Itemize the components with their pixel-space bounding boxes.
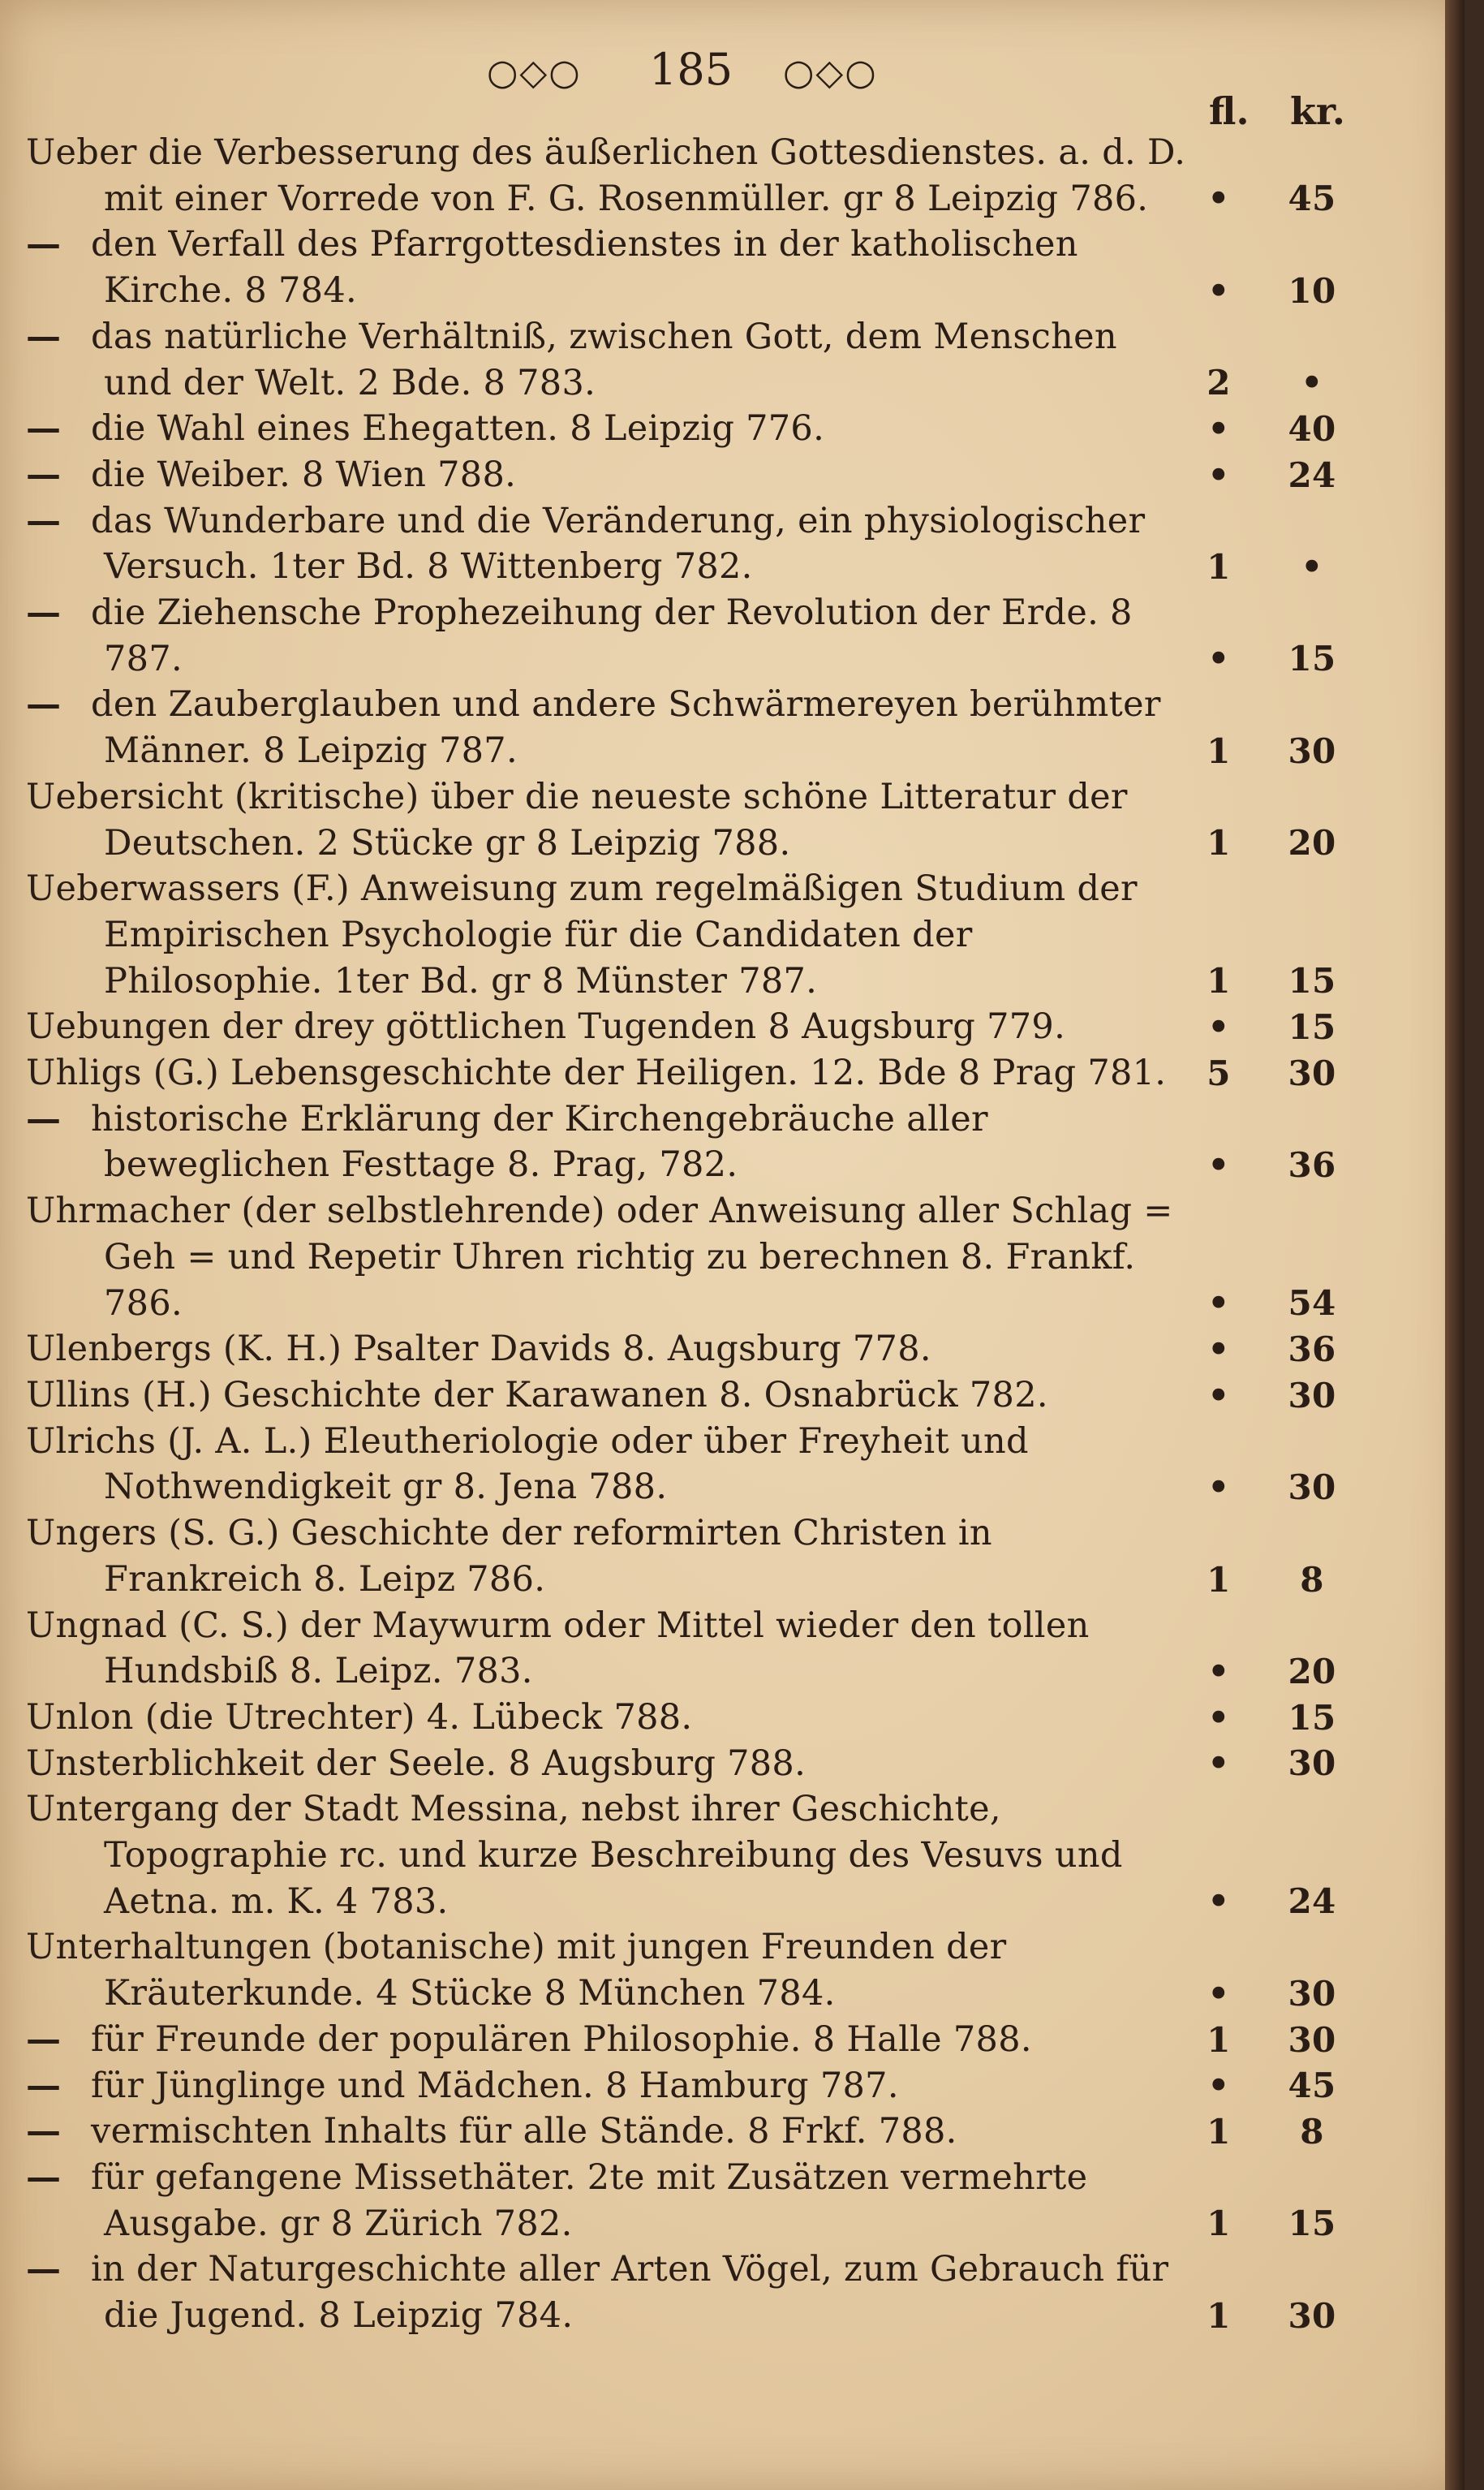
price-fl: 1 [1207, 961, 1231, 1002]
entry-title: vermischten Inhalts für alle Stände. 8 Frkf. 788. [91, 2111, 957, 2152]
price-kr: 45 [1288, 179, 1336, 219]
entry-title: Ulenbergs (K. H.) Psalter Davids 8. Augsburg 778. [26, 1329, 931, 1370]
entry-title: die Wahl eines Ehegatten. 8 Leipzig 776. [91, 408, 825, 450]
price-fl: 5 [1207, 1053, 1231, 1093]
ornament-right: ○◇○ [783, 52, 878, 93]
price-kr: 15 [1288, 1007, 1336, 1048]
ornament-left: ○◇○ [487, 52, 582, 93]
price-fl: • [1207, 270, 1230, 311]
catalog-entry [26, 452, 1389, 498]
price-kr: 8 [1300, 1559, 1324, 1600]
entry-price [1194, 545, 1389, 590]
price-fl: • [1207, 1283, 1230, 1324]
price-kr: 30 [1288, 1743, 1336, 1784]
price-fl: 1 [1207, 2019, 1231, 2060]
price-fl: • [1207, 1145, 1230, 1186]
price-kr: 15 [1288, 961, 1336, 1002]
catalog-entry [26, 1326, 1389, 1372]
page-edge [1445, 0, 1465, 2490]
catalog-entry [26, 2155, 1389, 2247]
entry-price [1194, 1051, 1389, 1096]
entry-price [1194, 1327, 1389, 1372]
entry-price [1194, 636, 1389, 682]
catalog-entry [26, 2063, 1389, 2109]
price-fl: 1 [1207, 730, 1231, 771]
entry-title: für Freunde der populären Philosophie. 8 Halle 788. [91, 2018, 1032, 2060]
price-fl: • [1207, 1697, 1230, 1738]
entry-price [1194, 1281, 1389, 1326]
price-fl: • [1207, 1973, 1230, 2014]
ditto-dash: — [26, 408, 62, 450]
price-fl: • [1207, 408, 1230, 449]
catalog-entry [26, 222, 1389, 313]
catalog-entry [26, 682, 1389, 773]
price-kr: 30 [1288, 2295, 1336, 2336]
price-kr: 15 [1288, 1697, 1336, 1738]
ditto-dash: — [26, 454, 62, 495]
entry-title: Uebersicht (kritische) über die neueste schöne Litteratur der Deutschen. 2 Stücke gr 8 Leipzig 788. [26, 776, 1128, 864]
price-kr: 8 [1300, 2111, 1324, 2152]
price-fl: • [1207, 1743, 1230, 1784]
entry-price [1194, 360, 1389, 406]
price-fl: • [1207, 1329, 1230, 1369]
catalog-entry [26, 1050, 1389, 1096]
ditto-dash: — [26, 684, 62, 726]
price-fl: • [1207, 1007, 1230, 1048]
catalog-entry [26, 866, 1389, 1004]
entry-title: den Verfall des Pfarrgottesdienstes in der katholischen Kirche. 8 784. [91, 224, 1078, 312]
catalog-entry [26, 314, 1389, 406]
entry-title: historische Erklärung der Kirchengebräuche aller beweglichen Festtage 8. Prag, 782. [91, 1098, 988, 1186]
price-kr: 15 [1288, 639, 1336, 679]
catalog-entry [26, 1603, 1389, 1695]
ditto-dash: — [26, 500, 62, 541]
catalog-entry [26, 1786, 1389, 1924]
entry-price [1194, 821, 1389, 866]
price-fl: • [1207, 1651, 1230, 1691]
entry-price [1194, 1373, 1389, 1419]
entry-price [1194, 2063, 1389, 2109]
price-fl: 1 [1207, 2111, 1231, 2152]
entry-title: für gefangene Missethäter. 2te mit Zusätzen vermehrte Ausgabe. gr 8 Zürich 782. [91, 2156, 1088, 2244]
price-fl: 1 [1207, 2295, 1231, 2336]
entry-price [1194, 1879, 1389, 1924]
catalog-entry [26, 1188, 1389, 1326]
ditto-dash: — [26, 592, 62, 634]
price-kr: 20 [1288, 823, 1336, 864]
entry-price [1194, 1465, 1389, 1510]
column-header-fl: fl. [1209, 89, 1250, 133]
catalog-entry [26, 406, 1389, 452]
price-kr: 30 [1288, 1973, 1336, 2014]
price-fl: • [1207, 1375, 1230, 1415]
column-header-kr: kr. [1290, 89, 1345, 133]
catalog-entry [26, 1924, 1389, 2016]
price-kr: 24 [1288, 1881, 1336, 1922]
entry-title: für Jünglinge und Mädchen. 8 Hamburg 787. [91, 2065, 899, 2106]
entry-title: Ulrichs (J. A. L.) Eleutheriologie oder über Freyheit und Nothwendigkeit gr 8. Jena 788. [26, 1420, 1029, 1508]
catalog-entry [26, 1741, 1389, 1787]
ditto-dash: — [26, 224, 62, 265]
entry-title: in der Naturgeschichte aller Arten Vögel, zum Gebrauch für die Jugend. 8 Leipzig 784. [91, 2249, 1169, 2337]
catalog-entry [26, 1510, 1389, 1602]
price-kr: 30 [1288, 1467, 1336, 1508]
price-fl: 1 [1207, 1559, 1231, 1600]
entry-price [1194, 959, 1389, 1004]
ditto-dash: — [26, 2065, 62, 2106]
price-fl: • [1207, 1467, 1230, 1508]
ditto-dash: — [26, 2111, 62, 2152]
entry-price [1194, 1143, 1389, 1188]
entry-title: Untergang der Stadt Messina, nebst ihrer Geschichte, Topographie rc. und kurze Beschreibung des Vesuvs und Aetna. m. K. 4 783. [26, 1789, 1123, 1922]
price-kr: 30 [1288, 730, 1336, 771]
entry-title: Ueberwassers (F.) Anweisung zum regelmäßigen Studium der Empirischen Psychologie für die Candidaten der Philosophie. 1ter Bd. gr 8 Münster 787. [26, 868, 1138, 1002]
entry-price [1194, 2018, 1389, 2063]
entry-title: Ueber die Verbesserung des äußerlichen Gottesdienstes. a. d. D. mit einer Vorrede von F. G. Rosenmüller. gr 8 Leipzig 786. [26, 132, 1186, 219]
catalog-entry [26, 774, 1389, 866]
entry-title: das Wunderbare und die Veränderung, ein physiologischer Versuch. 1ter Bd. 8 Wittenberg 782. [91, 500, 1146, 588]
catalog-entry [26, 498, 1389, 590]
entry-price [1194, 176, 1389, 222]
entry-price [1194, 2201, 1389, 2247]
price-fl: 2 [1207, 363, 1231, 403]
price-kr: 36 [1288, 1145, 1336, 1186]
price-kr: 20 [1288, 1651, 1336, 1691]
price-kr: • [1301, 547, 1323, 588]
price-fl: 1 [1207, 2204, 1231, 2244]
entry-title: Unlon (die Utrechter) 4. Lübeck 788. [26, 1696, 693, 1738]
price-kr: • [1301, 363, 1323, 403]
entry-price [1194, 729, 1389, 774]
entry-price [1194, 407, 1389, 452]
catalog-entry [26, 2247, 1389, 2338]
page-number: 185 [649, 44, 733, 95]
price-fl: • [1207, 639, 1230, 679]
entry-title: Ungers (S. G.) Geschichte der reformirten Christen in Frankreich 8. Leipz 786. [26, 1513, 992, 1600]
price-fl: • [1207, 179, 1230, 219]
ditto-dash: — [26, 316, 62, 357]
entry-title: Ullins (H.) Geschichte der Karawanen 8. Osnabrück 782. [26, 1374, 1048, 1415]
entry-price [1194, 1649, 1389, 1695]
entry-title: Uhrmacher (der selbstlehrende) oder Anweisung aller Schlag = Geh = und Repetir Uhren richtig zu berechnen 8. Frankf. 786. [26, 1191, 1173, 1324]
entry-title: die Ziehensche Prophezeihung der Revolution der Erde. 8 787. [91, 592, 1133, 679]
catalog-entry [26, 2017, 1389, 2063]
entry-price [1194, 1971, 1389, 2017]
entry-price [1194, 1695, 1389, 1741]
price-kr: 10 [1288, 270, 1336, 311]
catalog-entry [26, 1695, 1389, 1741]
ditto-dash: — [26, 2018, 62, 2060]
entry-title: Uhligs (G.) Lebensgeschichte der Heiligen. 12. Bde 8 Prag 781. [26, 1053, 1167, 1094]
catalog-entry [26, 130, 1389, 222]
catalog-entry [26, 2109, 1389, 2155]
entry-title: den Zauberglauben und andere Schwärmereyen berühmter Männer. 8 Leipzig 787. [91, 684, 1161, 772]
catalog-entry [26, 1419, 1389, 1510]
entry-price [1194, 1005, 1389, 1050]
entry-title: die Weiber. 8 Wien 788. [91, 454, 517, 495]
price-fl: 1 [1207, 823, 1231, 864]
entry-price [1194, 2294, 1389, 2339]
entry-price [1194, 2109, 1389, 2155]
price-kr: 30 [1288, 1053, 1336, 1093]
catalog-entry [26, 1372, 1389, 1419]
price-kr: 30 [1288, 1375, 1336, 1415]
entry-price [1194, 1557, 1389, 1603]
price-fl: • [1207, 454, 1230, 495]
ditto-dash: — [26, 2156, 62, 2198]
price-kr: 36 [1288, 1329, 1336, 1369]
catalog-entries [26, 130, 1389, 2339]
entry-title: Ungnad (C. S.) der Maywurm oder Mittel wieder den tollen Hundsbiß 8. Leipz. 783. [26, 1605, 1090, 1692]
ditto-dash: — [26, 1098, 62, 1139]
price-kr: 45 [1288, 2066, 1336, 2106]
catalog-entry [26, 1096, 1389, 1188]
price-kr: 30 [1288, 2019, 1336, 2060]
entry-price [1194, 1741, 1389, 1786]
entry-price [1194, 269, 1389, 314]
price-kr: 54 [1288, 1283, 1336, 1324]
entry-price [1194, 453, 1389, 498]
entry-title: Uebungen der drey göttlichen Tugenden 8 Augsburg 779. [26, 1006, 1066, 1048]
catalog-entry [26, 590, 1389, 682]
price-kr: 24 [1288, 454, 1336, 495]
price-fl: • [1207, 1881, 1230, 1922]
price-fl: 1 [1207, 547, 1231, 588]
price-fl: • [1207, 2066, 1230, 2106]
price-kr: 40 [1288, 408, 1336, 449]
entry-title: das natürliche Verhältniß, zwischen Gott, dem Menschen und der Welt. 2 Bde. 8 783. [91, 316, 1117, 403]
ditto-dash: — [26, 2249, 62, 2290]
entry-title: Unsterblichkeit der Seele. 8 Augsburg 788. [26, 1743, 807, 1784]
price-kr: 15 [1288, 2204, 1336, 2244]
entry-title: Unterhaltungen (botanische) mit jungen Freunden der Kräuterkunde. 4 Stücke 8 München 784. [26, 1927, 1007, 2014]
catalog-entry [26, 1004, 1389, 1050]
